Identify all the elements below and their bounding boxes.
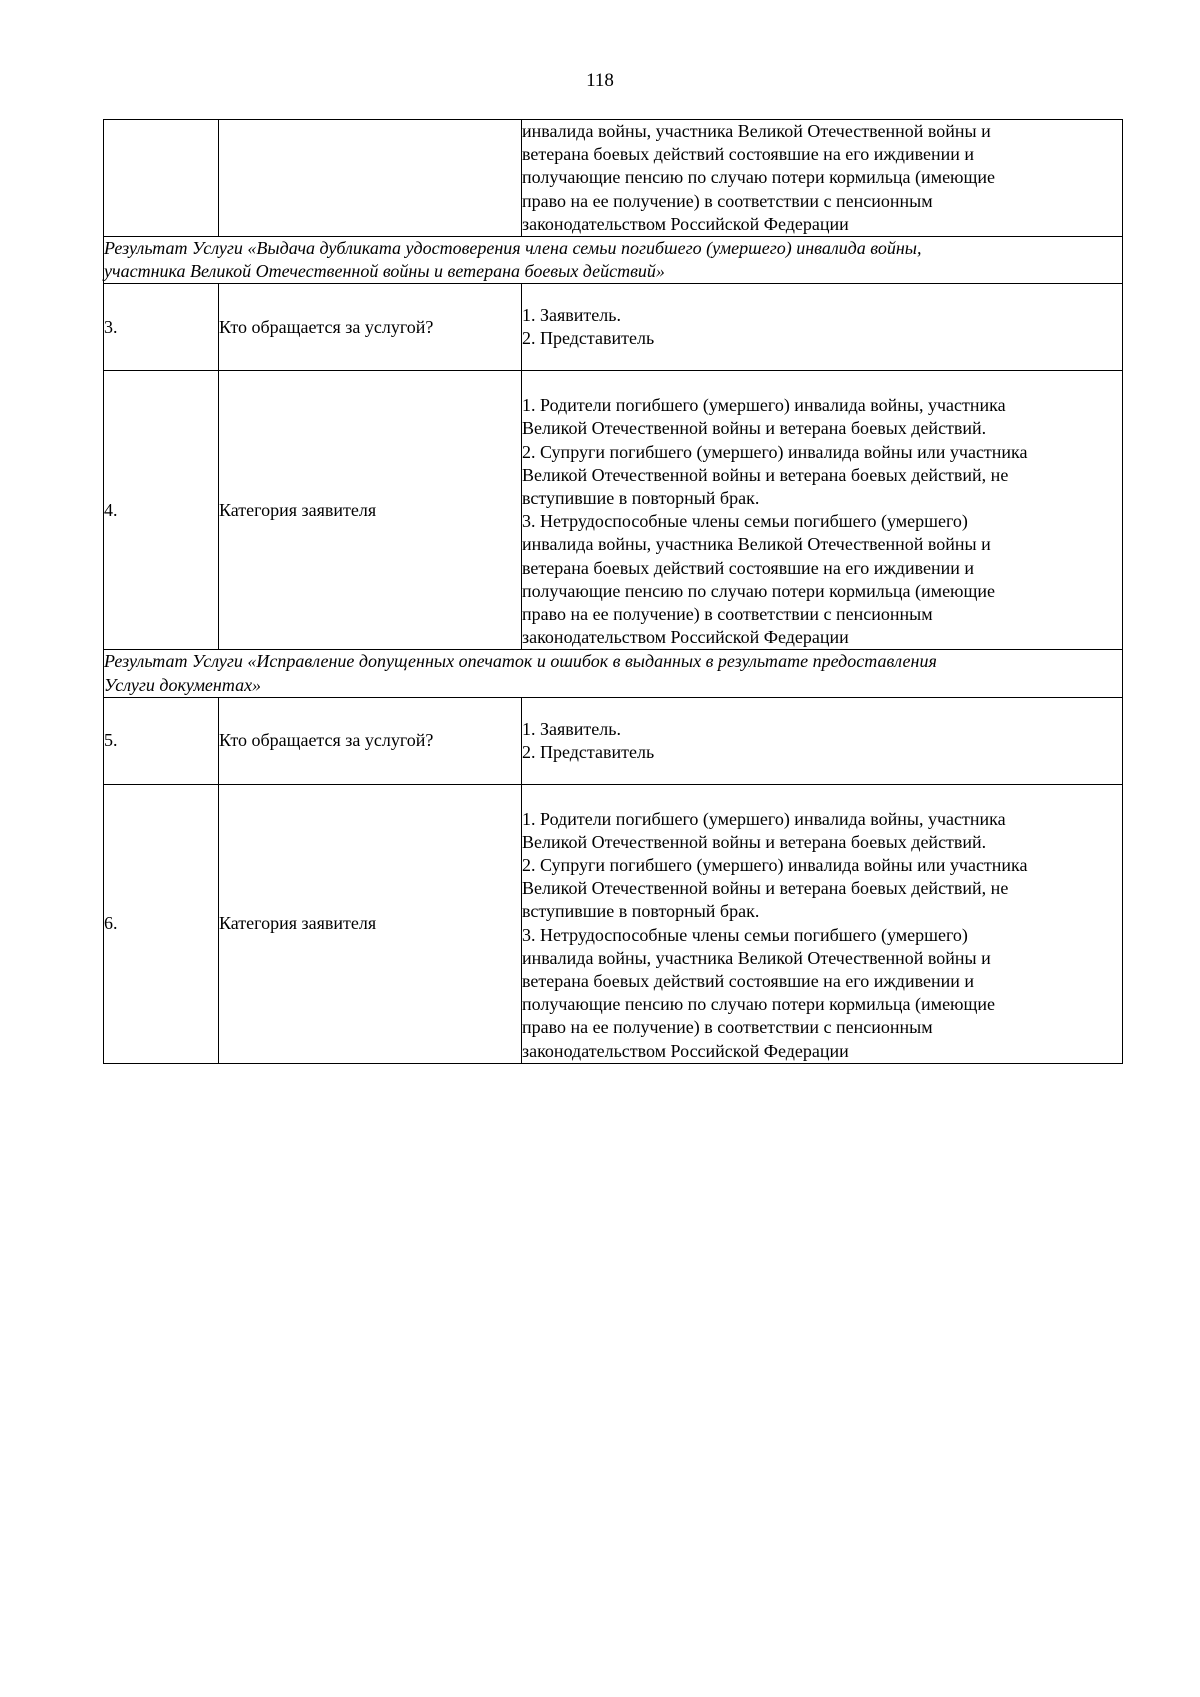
table-row: [104, 371, 1123, 650]
section-header-duplicate: [104, 237, 1123, 284]
row-label: Кто обращается за услугой?: [219, 697, 522, 784]
text-line: 2. Супруги погибшего (умершего) инвалида войны или участника: [522, 441, 1028, 462]
section-header-row: [104, 237, 1123, 284]
value-cell: [522, 784, 1123, 1063]
section-header-corrections: [104, 650, 1123, 697]
text-line: Результат Услуги «Исправление допущенных опечаток и ошибок в выданных в результате предоставления: [104, 651, 937, 672]
text-line: ветерана боевых действий состоявшие на его иждивении и: [522, 971, 975, 992]
text-line: получающие пенсию по случаю потери кормильца (имеющие: [522, 994, 995, 1015]
text-line: участника Великой Отечественной войны и ветерана боевых действий»: [104, 261, 665, 282]
text-line: 1. Родители погибшего (умершего) инвалида войны, участника: [522, 395, 1006, 416]
table-row: [104, 784, 1123, 1063]
service-table: [103, 119, 1123, 1064]
number-cell: [104, 120, 219, 237]
text-line: 1. Родители погибшего (умершего) инвалида войны, участника: [522, 808, 1006, 829]
text-line: ветерана боевых действий состоявшие на его иждивении и: [522, 144, 975, 165]
text-line: 1. Заявитель.: [522, 305, 621, 326]
text-line: право на ее получение) в соответствии с пенсионным: [522, 604, 933, 625]
text-line: получающие пенсию по случаю потери кормильца (имеющие: [522, 580, 995, 601]
text-line: ветерана боевых действий состоявшие на его иждивении и: [522, 557, 975, 578]
text-line: законодательством Российской Федерации: [522, 213, 849, 234]
row-label: Категория заявителя: [219, 371, 522, 650]
text-line: Услуги документах»: [104, 674, 262, 695]
text-line: 2. Супруги погибшего (умершего) инвалида войны или участника: [522, 855, 1028, 875]
text-line: законодательством Российской Федерации: [522, 627, 849, 648]
text-line: инвалида войны, участника Великой Отечественной войны и: [522, 947, 991, 968]
row-label: Категория заявителя: [219, 784, 522, 1063]
row-number: 6.: [104, 784, 219, 1063]
text-line: Великой Отечественной войны и ветерана боевых действий.: [522, 418, 987, 439]
table-row: [104, 284, 1123, 371]
text-line: вступившие в повторный брак.: [522, 488, 760, 508]
text-line: законодательством Российской Федерации: [522, 1040, 849, 1061]
row-number: 5.: [104, 697, 219, 784]
label-cell: [219, 120, 522, 237]
value-cell: [522, 284, 1123, 371]
section-header-row: [104, 650, 1123, 697]
text-line: 2. Представитель: [522, 328, 655, 349]
text-line: 3. Нетрудоспособные члены семьи погибшего (умершего): [522, 511, 968, 532]
text-line: Великой Отечественной войны и ветерана боевых действий, не: [522, 878, 1009, 899]
table-row: [104, 697, 1123, 784]
row-label: Кто обращается за услугой?: [219, 284, 522, 371]
text-line: 3. Нетрудоспособные члены семьи погибшего (умершего): [522, 924, 968, 945]
row-number: 3.: [104, 284, 219, 371]
text-line: инвалида войны, участника Великой Отечественной войны и: [522, 121, 991, 141]
page-number: 118: [586, 70, 614, 91]
text-line: 2. Представитель: [522, 741, 655, 762]
text-line: Великой Отечественной войны и ветерана боевых действий, не: [522, 464, 1009, 485]
text-line: 1. Заявитель.: [522, 718, 621, 739]
value-cell: [522, 371, 1123, 650]
value-cell: [522, 120, 1123, 237]
row-number: 4.: [104, 371, 219, 650]
text-line: Результат Услуги «Выдача дубликата удостоверения члена семьи погибшего (умершего) инвалида войны,: [104, 238, 922, 259]
text-line: вступившие в повторный брак.: [522, 901, 760, 922]
text-line: инвалида войны, участника Великой Отечественной войны и: [522, 534, 991, 555]
text-line: Великой Отечественной войны и ветерана боевых действий.: [522, 831, 987, 852]
text-line: право на ее получение) в соответствии с пенсионным: [522, 1017, 933, 1038]
value-cell: [522, 697, 1123, 784]
table-row: [104, 120, 1123, 237]
text-line: право на ее получение) в соответствии с пенсионным: [522, 190, 933, 211]
text-line: получающие пенсию по случаю потери кормильца (имеющие: [522, 167, 995, 188]
